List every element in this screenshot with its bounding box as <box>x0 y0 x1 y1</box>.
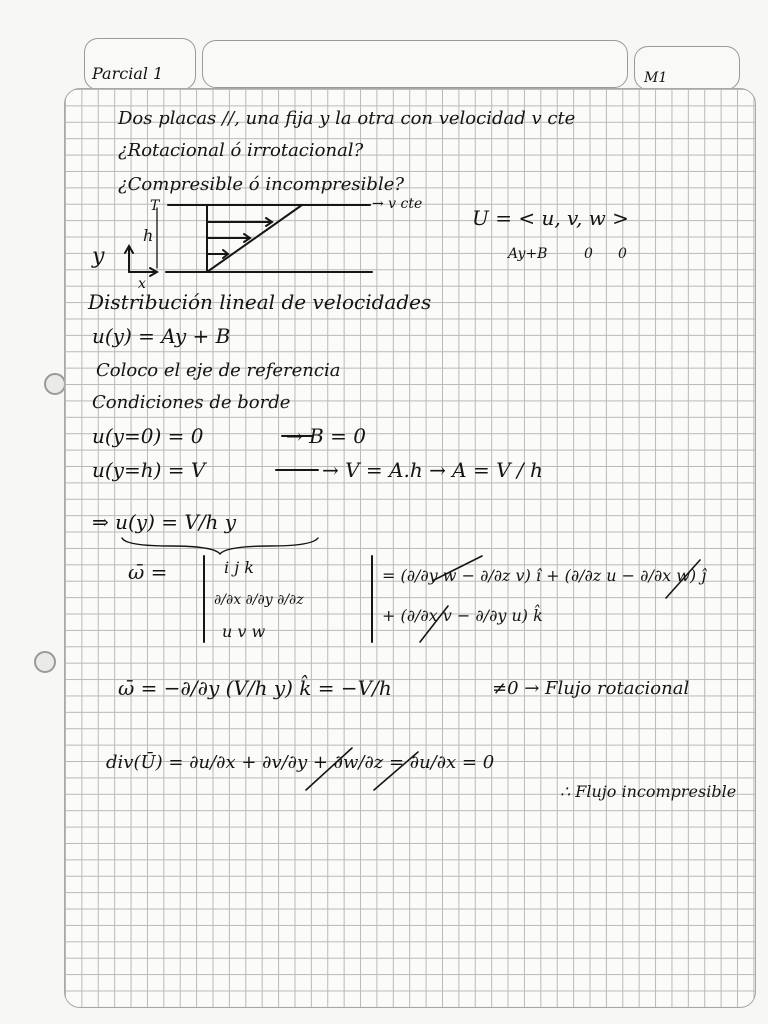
sheet-number: M1 <box>644 70 668 86</box>
problem-line-3: ¿Compresible ó incompresible? <box>118 174 405 195</box>
figure-x-axis-label: x <box>138 276 146 292</box>
figure-top-label: → v cte <box>372 196 423 212</box>
determinant-row-2: ∂/∂x ∂/∂y ∂/∂z <box>214 592 304 608</box>
distribution-heading: Distribución lineal de velocidades <box>88 290 432 314</box>
vorticity-expansion-1: = (∂/∂y w − ∂/∂z v) î + (∂/∂z u − ∂/∂x w) ĵ <box>382 566 707 585</box>
divergence-expression: div(Ū) = ∂u/∂x + ∂v/∂y + ∂w/∂z = ∂u/∂x = 0 <box>106 752 495 773</box>
velocity-vector: U = < u, v, w > <box>472 206 629 230</box>
vorticity-result: ω̄ = −∂/∂y (V/h y) k̂ = −V/h <box>118 676 392 700</box>
linear-equation: u(y) = Ay + B <box>92 324 231 348</box>
boundary-condition-1: u(y=0) = 0 <box>92 424 204 448</box>
component-zero-1: 0 <box>584 246 593 262</box>
component-zero-2: 0 <box>618 246 627 262</box>
figure-y-axis-label: y <box>92 244 105 269</box>
component-note: Ay+B <box>508 246 548 262</box>
velocity-result: ⇒ u(y) = V/h y <box>92 510 237 534</box>
vorticity-lhs: ω̄ = <box>128 560 168 584</box>
boundary-condition-1-result: → B = 0 <box>286 424 367 448</box>
vorticity-conclusion: ≠0 → Flujo rotacional <box>492 678 690 699</box>
determinant-row-3: u v w <box>222 622 266 641</box>
vorticity-expansion-2: + (∂/∂x v − ∂/∂y u) k̂ <box>382 606 543 625</box>
figure-tick-label: T <box>150 198 160 214</box>
determinant-row-1: i j k <box>224 558 254 577</box>
figure-height-label: h <box>143 226 154 245</box>
divergence-conclusion: ∴ Flujo incompresible <box>560 782 737 801</box>
problem-line-2: ¿Rotacional ó irrotacional? <box>118 140 364 161</box>
page-title: Parcial 1 <box>92 64 164 83</box>
reference-axis-note: Coloco el eje de referencia <box>96 360 341 381</box>
result-bracket <box>122 538 318 554</box>
problem-line-1: Dos placas //, una fija y la otra con velocidad v cte <box>118 108 576 129</box>
boundary-condition-2-result: → V = A.h → A = V / h <box>322 458 543 482</box>
boundary-condition-2: u(y=h) = V <box>92 458 206 482</box>
boundary-heading: Condiciones de borde <box>92 392 291 413</box>
